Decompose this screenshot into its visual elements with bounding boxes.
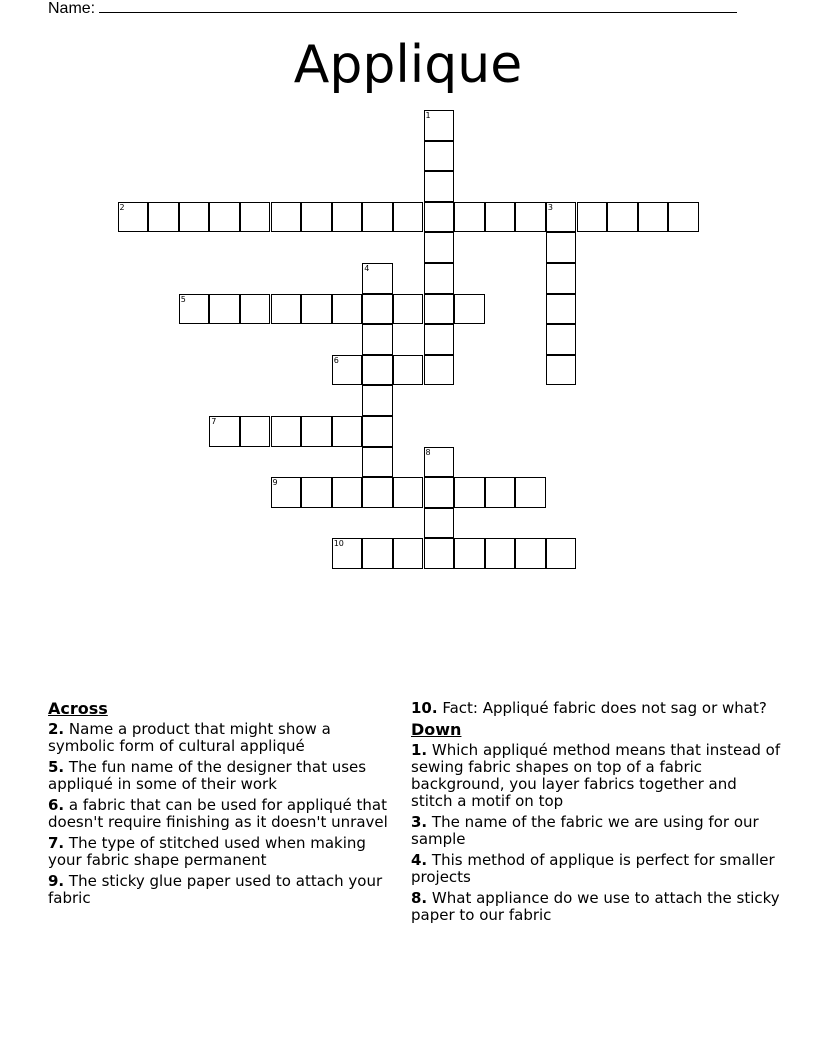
grid-clue-number: 3 [547, 202, 553, 212]
grid-cell[interactable] [362, 355, 393, 386]
grid-cell[interactable] [271, 202, 302, 233]
clue-number: 1. [411, 741, 428, 759]
grid-cell[interactable] [271, 416, 302, 447]
grid-cell[interactable] [454, 538, 485, 569]
clue-text: Name a product that might show a symbolic form of cultural appliqué [48, 720, 331, 755]
grid-cell[interactable] [546, 324, 577, 355]
grid-cell[interactable] [424, 171, 455, 202]
grid-cell[interactable] [393, 294, 424, 325]
grid-cell[interactable] [546, 232, 577, 263]
grid-cell[interactable] [393, 538, 424, 569]
grid-clue-number: 5 [180, 294, 186, 304]
grid-cell[interactable] [118, 202, 149, 233]
grid-cell[interactable] [515, 202, 546, 233]
grid-cell[interactable] [301, 477, 332, 508]
clue-number: 6. [48, 796, 65, 814]
grid-cell[interactable] [546, 294, 577, 325]
grid-cell[interactable] [332, 416, 363, 447]
grid-cell[interactable] [546, 355, 577, 386]
clue-text: What appliance do we use to attach the sticky paper to our fabric [411, 889, 780, 924]
grid-clue-number: 2 [119, 202, 125, 212]
grid-cell[interactable] [515, 538, 546, 569]
grid-cell[interactable] [148, 202, 179, 233]
grid-cell[interactable] [607, 202, 638, 233]
clue-number: 10. [411, 699, 438, 717]
grid-cell[interactable] [424, 294, 455, 325]
clue-text: This method of applique is perfect for smaller projects [411, 851, 775, 886]
clue-across-9 [48, 873, 388, 907]
grid-cell[interactable] [362, 202, 393, 233]
grid-cell[interactable] [454, 477, 485, 508]
grid-cell[interactable] [362, 263, 393, 294]
clue-across-10 [411, 700, 781, 717]
grid-cell[interactable] [240, 202, 271, 233]
grid-cell[interactable] [209, 416, 240, 447]
grid-cell[interactable] [209, 202, 240, 233]
clue-number: 5. [48, 758, 65, 776]
clue-number: 8. [411, 889, 428, 907]
grid-cell[interactable] [424, 447, 455, 478]
clue-across-5 [48, 759, 388, 793]
grid-clue-number: 9 [272, 478, 278, 488]
clue-text: The fun name of the designer that uses appliqué in some of their work [48, 758, 367, 793]
grid-cell[interactable] [271, 477, 302, 508]
grid-cell[interactable] [485, 538, 516, 569]
clue-text: The type of stitched used when making your fabric shape permanent [48, 834, 366, 869]
grid-cell[interactable] [362, 294, 393, 325]
grid-cell[interactable] [393, 477, 424, 508]
clue-across-2 [48, 721, 388, 755]
grid-cell[interactable] [362, 416, 393, 447]
grid-cell[interactable] [332, 355, 363, 386]
grid-cell[interactable] [209, 294, 240, 325]
clue-text: Which appliqué method means that instead of sewing fabric shapes on top of a fabric background, you layer fabrics together and stitch a motif on top [411, 741, 781, 810]
grid-cell[interactable] [301, 294, 332, 325]
grid-cell[interactable] [546, 538, 577, 569]
grid-cell[interactable] [393, 355, 424, 386]
grid-cell[interactable] [577, 202, 608, 233]
name-label: Name: [48, 0, 96, 17]
grid-clue-number: 7 [211, 417, 217, 426]
clue-down-1 [411, 742, 781, 810]
clue-down-8 [411, 890, 781, 924]
clue-text: The name of the fabric we are using for our sample [411, 813, 759, 848]
grid-cell[interactable] [332, 294, 363, 325]
grid-cell[interactable] [240, 416, 271, 447]
grid-cell[interactable] [301, 416, 332, 447]
grid-cell[interactable] [179, 202, 210, 233]
grid-cell[interactable] [668, 202, 699, 233]
grid-cell[interactable] [638, 202, 669, 233]
puzzle-title: Applique [293, 35, 523, 95]
grid-cell[interactable] [362, 447, 393, 478]
grid-cell[interactable] [424, 477, 455, 508]
grid-cell[interactable] [424, 263, 455, 294]
clue-number: 2. [48, 720, 65, 738]
grid-clue-number: 6 [333, 355, 339, 365]
clue-text: The sticky glue paper used to attach your fabric [48, 872, 383, 907]
grid-cell[interactable] [424, 538, 455, 569]
clue-across-6 [48, 797, 388, 831]
grid-cell[interactable] [424, 141, 455, 172]
grid-cell[interactable] [424, 324, 455, 355]
clue-down-4 [411, 852, 781, 886]
clue-number: 3. [411, 813, 428, 831]
clue-down-3 [411, 814, 781, 848]
grid-cell[interactable] [362, 538, 393, 569]
grid-cell[interactable] [393, 202, 424, 233]
grid-cell[interactable] [485, 202, 516, 233]
grid-clue-number: 10 [333, 539, 344, 549]
grid-cell[interactable] [362, 324, 393, 355]
clue-text: Fact: Appliqué fabric does not sag or what? [442, 699, 767, 717]
grid-cell[interactable] [424, 232, 455, 263]
grid-cell[interactable] [515, 477, 546, 508]
clue-across-7 [48, 835, 388, 869]
grid-clue-number: 4 [364, 264, 370, 273]
clue-number: 9. [48, 872, 65, 890]
grid-cell[interactable] [271, 294, 302, 325]
clue-number: 7. [48, 834, 65, 852]
down-heading: Down [411, 720, 462, 739]
across-heading: Across [48, 699, 108, 718]
grid-cell[interactable] [362, 385, 393, 416]
grid-cell[interactable] [179, 294, 210, 325]
grid-cell[interactable] [546, 263, 577, 294]
clues-left-column [48, 700, 388, 911]
grid-cell[interactable] [454, 294, 485, 325]
grid-cell[interactable] [332, 538, 363, 569]
grid-cell[interactable] [424, 508, 455, 539]
grid-cell[interactable] [485, 477, 516, 508]
clue-text: a fabric that can be used for appliqué that doesn't require finishing as it doesn't unravel [48, 796, 388, 831]
clue-number: 4. [411, 851, 428, 869]
grid-cell[interactable] [240, 294, 271, 325]
grid-cell[interactable] [454, 202, 485, 233]
grid-cell[interactable] [424, 355, 455, 386]
grid-cell[interactable] [332, 202, 363, 233]
grid-cell[interactable] [424, 110, 455, 141]
grid-cell[interactable] [362, 477, 393, 508]
grid-cell[interactable] [332, 477, 363, 508]
grid-cell[interactable] [424, 202, 455, 233]
grid-cell[interactable] [301, 202, 332, 233]
grid-cell[interactable] [546, 202, 577, 233]
clues-right-column [411, 700, 781, 928]
grid-clue-number: 1 [425, 111, 431, 120]
grid-clue-number: 8 [425, 447, 431, 457]
